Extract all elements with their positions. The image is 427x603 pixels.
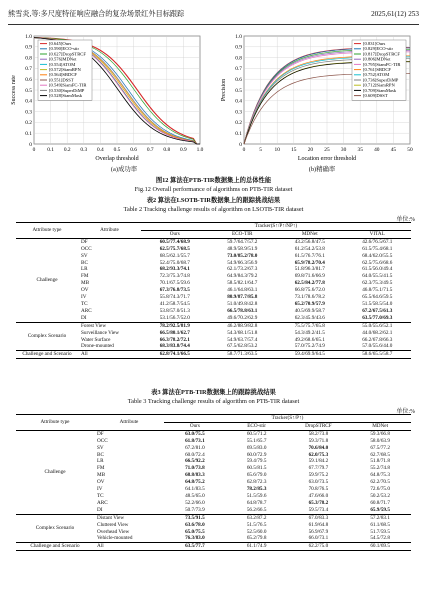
header-authors-title: 熊雪炎,等:多尺度特征响应融合的复杂场景红外目标跟踪 xyxy=(8,10,185,18)
result-cell: 72.6/75.0 xyxy=(370,486,390,493)
result-cell: 58.7/71.3/63.5 xyxy=(227,351,258,358)
legend-entry: [0.795]SiamFC-TIR xyxy=(363,61,401,67)
legend-entry: [0.528]SiamMask xyxy=(49,93,83,98)
result-cell: 61.1/68.5 xyxy=(370,521,390,528)
attribute-cell: Forest View xyxy=(81,322,107,329)
table3-method-header: MDNet xyxy=(372,422,389,429)
result-cell: 57.0/55.6/44.0 xyxy=(362,343,393,350)
result-cell: 60.5/77.4/68.9 xyxy=(159,238,190,245)
result-cell: 72.3/75.3/74.8 xyxy=(159,273,190,280)
x-tick-label: 0.8 xyxy=(163,147,171,153)
result-cell: 54.5/72.8 xyxy=(370,535,390,542)
attribute-cell: All xyxy=(81,351,88,358)
result-cell: 68.8/83.3 xyxy=(185,472,205,479)
attribute-cell: TC xyxy=(97,492,104,499)
table-row xyxy=(16,543,411,551)
x-axis-label: Overlap threshold xyxy=(95,156,139,162)
attribute-cell: Drone-mounted xyxy=(81,343,114,350)
x-tick-label: 0.6 xyxy=(130,147,137,153)
result-cell: 62.5/75.6/68.6 xyxy=(362,259,393,266)
result-cell: 54.9/66.3/56.9 xyxy=(227,259,258,266)
table-row xyxy=(16,322,411,329)
attribute-cell: OV xyxy=(97,479,105,486)
result-cell: 58.2/73.8 xyxy=(308,430,329,437)
result-cell: 61.1/74.9 xyxy=(246,543,267,550)
y-axis-label: Success rate xyxy=(11,75,17,105)
result-cell: 41.2/58.7/54.5 xyxy=(159,300,190,307)
attribute-cell: DF xyxy=(97,430,104,437)
result-cell: 40.5/69.9/58.7 xyxy=(294,307,325,314)
table2-head-attr: Attribute xyxy=(100,226,119,233)
x-tick-label: 5 xyxy=(259,147,262,153)
table2-unit: 单位:% xyxy=(396,217,415,223)
x-tick-label: 0.1 xyxy=(47,147,54,153)
result-cell: 48.9/58.9/51.9 xyxy=(227,245,258,252)
result-cell: 51.8/96.3/81.7 xyxy=(294,266,325,273)
result-cell: 63.5/77.7 xyxy=(185,543,205,550)
result-cell: 54.3/68.1/51.8 xyxy=(227,329,258,336)
table3-method-header: ECO-stir xyxy=(247,422,266,429)
result-cell: 63.5/77.0/69.3 xyxy=(362,314,393,321)
table-row xyxy=(16,430,411,437)
result-cell: 59.4/79.5 xyxy=(246,458,267,465)
x-tick-label: 0.4 xyxy=(97,147,104,153)
result-cell: 67.5/77.2 xyxy=(370,444,390,451)
attribute-cell: SV xyxy=(97,444,104,451)
y-tick-label: 1.0 xyxy=(25,33,32,40)
table3 xyxy=(16,414,411,551)
result-cell: 62.7/68.5 xyxy=(370,451,390,458)
result-cell: 64.8/75.3 xyxy=(370,472,390,479)
result-cell: 54.3/49.2/41.5 xyxy=(294,329,325,336)
result-cell: 63.0/73.5 xyxy=(308,479,329,486)
result-cell: 62.2/70.5 xyxy=(370,479,390,486)
result-cell: 66.5/78.8/63.1 xyxy=(227,307,258,314)
result-cell: 52.2/66.0 xyxy=(185,499,205,506)
result-cell: 68.5/62.1/55.7 xyxy=(159,252,190,259)
result-cell: 69.8/71.6/66.9 xyxy=(294,273,325,280)
result-cell: 66.0/73.1 xyxy=(308,535,329,542)
table2-head-type: Attribute type xyxy=(32,226,62,233)
result-cell: 65.0/75.5 xyxy=(185,528,205,535)
table3-method-header: Ours xyxy=(189,422,200,429)
x-tick-label: 50 xyxy=(407,147,413,153)
result-cell: 71.0/73.8 xyxy=(185,465,205,472)
result-cell: 48.5/65.0 xyxy=(185,492,205,499)
result-cell: 67.2/67.5/61.3 xyxy=(362,307,393,314)
result-cell: 43.2/56.8/47.5 xyxy=(294,238,325,245)
result-cell: 78.2/92.5/81.9 xyxy=(159,322,190,329)
result-cell: 51.0/49.8/42.8 xyxy=(227,300,258,307)
result-cell: 56.2/66.5 xyxy=(246,506,267,513)
legend-entry: [0.761]SRDCF xyxy=(363,67,391,72)
result-cell: 57.0/75.2/74.9 xyxy=(294,343,325,350)
result-cell: 73.0/85.2/78.0 xyxy=(227,252,258,259)
result-cell: 61.8/73.1 xyxy=(185,437,205,444)
result-cell: 64.8/75.2 xyxy=(185,479,205,486)
result-cell: 44.0/68.2/62.1 xyxy=(362,329,393,336)
attribute-type-cell: Challenge and Scenario xyxy=(30,543,80,550)
result-cell: 68.3/83.8/74.4 xyxy=(159,343,190,350)
result-cell: 60.5/71.2 xyxy=(246,430,267,437)
result-cell: 70.1/67.5/59.6 xyxy=(159,280,190,287)
table2-method-header: ECO-TIR xyxy=(232,230,253,237)
attribute-cell: Overhead View xyxy=(97,528,130,535)
result-cell: 60.0/72.9 xyxy=(246,451,267,458)
attribute-cell: FM xyxy=(81,273,89,280)
x-tick-label: 0.7 xyxy=(146,147,154,153)
result-cell: 70.6/84.0 xyxy=(308,444,329,451)
attribute-type-cell: Challenge xyxy=(36,276,58,283)
result-cell: 54.9/63.7/57.4 xyxy=(227,336,258,343)
result-cell: 61.5/75.4/68.1 xyxy=(362,245,393,252)
figure-caption-cn: 图12 算法在PTB-TIR数据集上的总体性能 xyxy=(155,177,272,184)
attribute-type-cell: Complex Scenario xyxy=(27,333,67,340)
y-tick-label: 0.5 xyxy=(25,87,32,94)
y-tick-label: 0.1 xyxy=(235,131,242,137)
attribute-cell: OV xyxy=(81,287,89,294)
x-tick-label: 30 xyxy=(340,147,347,153)
y-tick-label: 0.3 xyxy=(235,109,242,116)
result-cell: 65.5/64.6/59.5 xyxy=(362,294,393,301)
result-cell: 62.8/74.1/66.5 xyxy=(159,351,190,358)
result-cell: 51.8/71.8 xyxy=(370,458,390,465)
result-cell: 61.9/64.8 xyxy=(308,521,329,528)
attribute-cell: BC xyxy=(81,259,88,266)
result-cell: 63.6/78.0 xyxy=(185,521,205,528)
result-cell: 55.0/55.6/52.1 xyxy=(362,322,393,329)
result-cell: 66.8/75.6/72.0 xyxy=(294,287,325,294)
attribute-cell: OCC xyxy=(97,437,108,444)
y-tick-label: 0 xyxy=(239,141,242,148)
result-cell: 64.0/55.5/41.5 xyxy=(362,273,393,280)
subcaption-a: (a)成功率 xyxy=(110,166,138,173)
legend-entry: [0.806]MDNet xyxy=(363,56,391,62)
result-cell: 42.6/76.5/67.1 xyxy=(362,238,393,245)
result-cell: 61.2/54.2/53.8 xyxy=(294,245,325,252)
result-cell: 62.3/45.9/43.6 xyxy=(294,314,325,321)
result-cell: 61.5/76.7/76.1 xyxy=(294,252,325,259)
result-cell: 73.5/91.5 xyxy=(185,514,205,521)
result-cell: 49.6/70.2/62.9 xyxy=(227,314,258,321)
table2-method-header: Ours xyxy=(169,230,180,237)
result-cell: 55.8/74.3/71.7 xyxy=(159,294,190,301)
table3-head-type: Attribute type xyxy=(40,418,70,425)
legend-entry: [0.736]SuperDiMP xyxy=(363,77,399,83)
legend-entry: [0.712]SiamRPN xyxy=(363,82,395,88)
legend-entry: [0.564]SRDCF xyxy=(49,72,77,78)
table3-head-attr: Attribute xyxy=(119,418,139,425)
y-axis-label: Precision xyxy=(221,78,227,102)
result-cell: 60.1/69.5 xyxy=(370,543,390,550)
table2 xyxy=(16,222,411,359)
result-cell: 68.2/93.3/74.1 xyxy=(159,266,190,273)
result-cell: 51.5/58.5/54.0 xyxy=(362,300,393,307)
result-cell: 66.3/78.2/72.1 xyxy=(159,336,190,343)
result-cell: 62.5/84.2/77.8 xyxy=(294,280,325,287)
x-tick-label: 45 xyxy=(390,147,397,153)
result-cell: 59.9/75.2 xyxy=(308,472,329,479)
running-header xyxy=(8,8,419,21)
x-tick-label: 15 xyxy=(291,147,297,153)
result-cell: 69.5/83.0 xyxy=(246,444,267,451)
legend-entry: [0.709]SiamMask xyxy=(363,87,397,93)
result-cell: 65.3/78.2 xyxy=(308,499,329,506)
y-tick-label: 0.9 xyxy=(235,44,242,51)
table2-head-group: Tracker(S↑/P↑/NP↑) xyxy=(254,223,298,229)
legend-entry: [0.576]MDNet xyxy=(49,56,77,62)
x-tick-label: 0.9 xyxy=(180,147,187,153)
legend-entry: [0.627]DropSTRCF xyxy=(49,51,86,57)
attribute-cell: ARC xyxy=(81,307,92,314)
result-cell: 64.1/83.5 xyxy=(185,486,205,493)
x-tick-label: 0.2 xyxy=(63,147,71,153)
attribute-cell: All xyxy=(97,543,104,550)
attribute-cell: IV xyxy=(81,294,87,301)
result-cell: 59.1/84.2 xyxy=(308,458,329,465)
table-row xyxy=(16,351,411,359)
y-tick-label: 0.6 xyxy=(235,77,242,83)
result-cell: 62.3/75.3/49.5 xyxy=(362,280,393,287)
attribute-cell: TC xyxy=(81,300,88,307)
result-cell: 78.2/85.3 xyxy=(246,486,267,493)
table3-unit: 单位:% xyxy=(396,409,415,415)
y-tick-label: 0 xyxy=(29,141,32,148)
result-cell: 59.3/71.8 xyxy=(308,437,329,444)
success-rate-plot xyxy=(8,30,208,162)
legend-entry: [0.554]ATOM xyxy=(49,61,76,67)
result-cell: 60.8/71.7 xyxy=(370,499,390,506)
result-cell: 65.9/78.2/70.4 xyxy=(294,259,325,266)
result-cell: 59.3/66.8 xyxy=(370,430,390,437)
table-row xyxy=(16,514,411,521)
result-cell: 66.5/92.2 xyxy=(185,458,205,465)
result-cell: 57.2/83.1 xyxy=(370,514,390,521)
result-cell: 55.2/74.8 xyxy=(370,465,390,472)
legend-entry: [0.817]DropSTRCF xyxy=(363,51,400,57)
x-tick-label: 40 xyxy=(374,147,380,153)
table-row xyxy=(16,238,411,245)
attribute-cell: Distant View xyxy=(97,514,125,521)
attribute-cell: MB xyxy=(81,280,90,287)
legend-entry: [0.752]ATOM xyxy=(363,72,390,78)
result-cell: 80.9/87.7/85.8 xyxy=(227,294,258,301)
attribute-type-cell: Complex Scenario xyxy=(35,525,75,532)
attribute-cell: LR xyxy=(81,266,88,273)
attribute-cell: MB xyxy=(97,472,106,479)
attribute-cell: Water Surface xyxy=(81,336,111,343)
result-cell: 58.6/65.5/58.7 xyxy=(362,351,393,358)
attribute-cell: Surveillance View xyxy=(81,329,120,336)
result-cell: 53.8/57.0/51.3 xyxy=(159,307,190,314)
result-cell: 67.7/79.7 xyxy=(308,465,329,472)
header-journal-info: 2025,61(12) 253 xyxy=(371,10,419,18)
result-cell: 62.8/72.3 xyxy=(246,479,267,486)
legend-entry: [0.572]SiamRPN xyxy=(49,67,81,72)
attribute-cell: DF xyxy=(81,238,88,245)
x-tick-label: 1.0 xyxy=(196,147,204,153)
result-cell: 61.5/56.0/49.4 xyxy=(362,266,393,273)
result-cell: 47.6/66.0 xyxy=(308,492,329,499)
y-tick-label: 0.4 xyxy=(25,98,32,105)
y-tick-label: 0.2 xyxy=(25,120,32,127)
y-tick-label: 0.8 xyxy=(235,55,242,62)
table3-caption-cn: 表3 算法在PTB-TIR数据集上的跟踪挑战结果 xyxy=(151,389,276,396)
table2-method-header: MDNet xyxy=(301,230,318,237)
header-rule xyxy=(8,24,419,25)
x-tick-label: 20 xyxy=(307,147,314,153)
result-cell: 67.3/76.8/73.5 xyxy=(159,287,190,294)
result-cell: 51.5/76.5 xyxy=(246,521,267,528)
x-tick-label: 25 xyxy=(324,147,330,153)
attribute-cell: DI xyxy=(81,314,87,321)
legend-entry: [0.549]SiamFC-TIR xyxy=(49,82,87,88)
result-cell: 64.9/84.3/79.2 xyxy=(227,273,258,280)
y-tick-label: 0.1 xyxy=(25,131,32,137)
attribute-cell: SV xyxy=(81,252,88,259)
result-cell: 65.2/79.8 xyxy=(246,535,267,542)
attribute-type-cell: Challenge and Scenario xyxy=(22,351,72,358)
result-cell: 67.5/62.8/53.2 xyxy=(227,343,258,350)
result-cell: 50.2/53.2 xyxy=(370,492,390,499)
x-tick-label: 0.3 xyxy=(80,147,88,153)
y-tick-label: 0.3 xyxy=(25,109,32,116)
result-cell: 59.4/69.9/64.5 xyxy=(294,351,325,358)
attribute-cell: Vehicle-mounted xyxy=(97,535,133,542)
result-cell: 68.4/62.0/55.5 xyxy=(362,252,393,259)
result-cell: 63.0/75.5 xyxy=(185,430,205,437)
result-cell: 65.6/79.0 xyxy=(246,472,267,479)
result-cell: 65.9/59.5 xyxy=(370,506,390,513)
result-cell: 50.7/73.9 xyxy=(185,506,205,513)
result-cell: 51.5/59.6 xyxy=(246,492,267,499)
result-cell: 46.8/75.1/71.5 xyxy=(362,287,393,294)
result-cell: 64.8/78.7 xyxy=(246,499,267,506)
y-tick-label: 0.7 xyxy=(235,66,242,73)
result-cell: 60.5/81.5 xyxy=(246,465,267,472)
attribute-cell: OCC xyxy=(81,245,92,252)
result-cell: 51.7/59.5 xyxy=(370,528,390,535)
table2-method-header: VITAL xyxy=(369,230,385,237)
x-tick-label: 35 xyxy=(357,147,363,153)
precision-plot xyxy=(218,30,418,162)
x-tick-label: 0 xyxy=(32,147,36,153)
attribute-type-cell: Challenge xyxy=(44,468,66,475)
result-cell: 65.2/70.9/57.9 xyxy=(294,300,325,307)
y-tick-label: 0.6 xyxy=(25,77,32,83)
y-tick-label: 0.2 xyxy=(235,120,242,127)
legend-entry: [0.645]Ours xyxy=(49,41,72,46)
result-cell: 67.0/83.3 xyxy=(308,514,329,521)
success-rate-chart xyxy=(8,30,208,162)
result-cell: 59.5/73.4 xyxy=(308,506,329,513)
attribute-cell: DI xyxy=(97,506,103,513)
table3-method-header: DropSTRCF xyxy=(305,422,332,429)
y-tick-label: 0.4 xyxy=(235,98,242,105)
y-tick-label: 0.9 xyxy=(25,44,32,51)
result-cell: 63.2/87.2 xyxy=(246,514,267,521)
attribute-cell: Cluttered View xyxy=(97,521,129,528)
result-cell: 56.9/67.9 xyxy=(308,528,329,535)
y-tick-label: 1.0 xyxy=(235,33,242,40)
legend-entry: [0.829]ECO-stir xyxy=(363,46,393,52)
result-cell: 60.0/72.4 xyxy=(185,451,205,458)
x-tick-label: 0.5 xyxy=(113,147,121,153)
result-cell: 66.5/80.1/62.7 xyxy=(159,329,190,336)
result-cell: 62.0/75.3 xyxy=(308,451,329,458)
x-axis-label: Location error threshold xyxy=(297,156,357,162)
result-cell: 59.7/64.7/57.2 xyxy=(227,238,258,245)
result-cell: 62.1/73.2/67.3 xyxy=(227,266,258,273)
result-cell: 76.3/83.0 xyxy=(185,535,205,542)
legend-entry: [0.551]DSST xyxy=(49,77,74,83)
result-cell: 67.2/81.0 xyxy=(185,444,205,451)
result-cell: 73.1/78.6/78.2 xyxy=(294,294,325,301)
table2-caption-cn: 表2 算法在LSOTB-TIR数据集上的跟踪挑战结果 xyxy=(146,197,281,204)
result-cell: 46.2/88.9/82.8 xyxy=(227,322,258,329)
result-cell: 52.4/75.0/68.7 xyxy=(159,259,190,266)
y-tick-label: 0.8 xyxy=(25,55,32,62)
result-cell: 58.5/82.1/64.7 xyxy=(227,280,258,287)
result-cell: 49.2/68.6/65.1 xyxy=(294,336,325,343)
result-cell: 75.5/75.7/65.8 xyxy=(294,322,325,329)
x-tick-label: 0 xyxy=(242,147,246,153)
result-cell: 62.2/75.0 xyxy=(308,543,329,550)
precision-chart xyxy=(218,30,418,162)
legend-entry: [0.831]Ours xyxy=(363,41,386,46)
legend-entry: [0.530]SuperDiMP xyxy=(49,87,85,93)
subcaption-b: (b)精确率 xyxy=(308,166,336,173)
result-cell: 52.5/60.0 xyxy=(246,528,267,535)
result-cell: 66.2/67.8/66.3 xyxy=(362,336,393,343)
legend-entry: [0.609]DSST xyxy=(363,93,388,98)
result-cell: 53.1/56.7/52.0 xyxy=(159,314,190,321)
table3-head-group: Tracker(S↑/P↑) xyxy=(271,415,304,421)
y-tick-label: 0.5 xyxy=(235,87,242,94)
result-cell: 70.8/76.5 xyxy=(308,486,329,493)
attribute-cell: ARC xyxy=(97,499,108,506)
result-cell: 58.0/63.9 xyxy=(370,437,390,444)
result-cell: 62.5/75.7/68.5 xyxy=(159,245,190,252)
table3-caption-en: Table 3 Tracking challenge results of algorithm on PTB-TIR dataset xyxy=(127,398,300,405)
figure-caption-en: Fig.12 Overall performance of algorithms on PTB-TIR dataset xyxy=(134,186,293,193)
legend-entry: [0.590]ECO-stir xyxy=(49,46,79,52)
result-cell: 46.1/64.8/63.1 xyxy=(227,287,258,294)
attribute-cell: IV xyxy=(97,486,103,493)
x-tick-label: 10 xyxy=(274,147,280,153)
attribute-cell: FM xyxy=(97,465,105,472)
attribute-cell: BC xyxy=(97,451,104,458)
y-tick-label: 0.7 xyxy=(25,66,32,73)
table2-caption-en: Table 2 Tracking challenge results of algorithm on LSOTB-TIR dataset xyxy=(123,206,304,213)
attribute-cell: LR xyxy=(97,458,104,465)
result-cell: 55.1/65.7 xyxy=(246,437,267,444)
